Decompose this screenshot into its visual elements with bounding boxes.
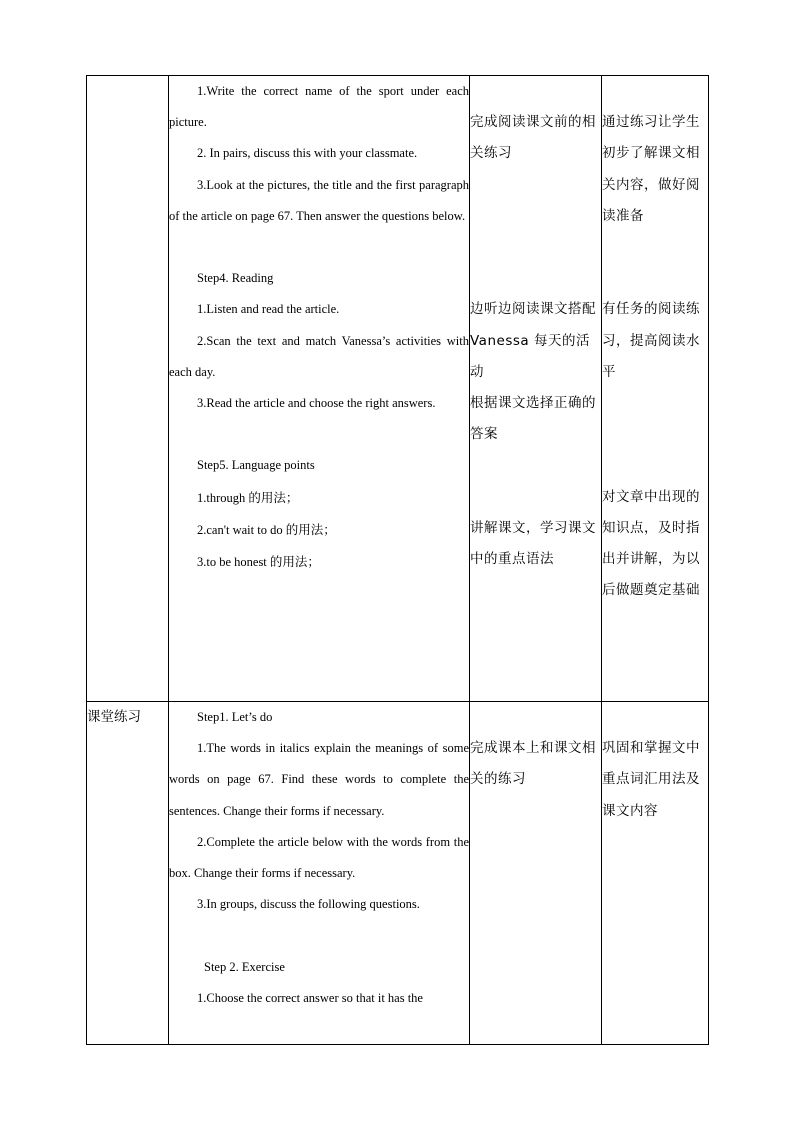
activity-item: 1.through 的用法； [197, 489, 299, 505]
activity-item: 1.Write the correct name of the sport under each picture. [169, 84, 469, 130]
activity-item: 2.Scan the text and match Vanessa’s activities with each day. [169, 333, 469, 379]
teacher-activities-cell [169, 702, 470, 1045]
section-label: 课堂练习 [87, 709, 141, 725]
design-purpose: 巩固和掌握文中重点词汇用法及课文内容 [602, 740, 700, 819]
student-activity: 讲解课文，学习课文中的重点语法 [470, 519, 596, 567]
student-activity: 完成阅读课文前的相关练习 [470, 114, 596, 162]
step-title: Step5. Language points [197, 458, 315, 473]
design-purpose: 通过练习让学生初步了解课文相关内容，做好阅读准备 [602, 114, 700, 224]
activity-item: 3.Look at the pictures, the title and the first paragraph of the article on page 67. Then answer the questions below. [169, 177, 469, 223]
design-purpose-cell [602, 76, 709, 702]
design-purpose-cell [602, 702, 709, 1045]
section-label-cell [87, 702, 169, 1045]
step-title: Step4. Reading [197, 271, 274, 286]
student-activity: 边听边阅读课文搭配 Vanessa 每天的活动 [470, 301, 596, 380]
activity-item: 1.The words in italics explain the meanings of some words on page 67. Find these words to complete the sentences. Change their forms if necessary. [169, 741, 469, 818]
student-activities-cell [470, 76, 602, 702]
activity-item: 3.In groups, discuss the following questions. [197, 897, 420, 912]
table-row [87, 702, 709, 1045]
activity-item: 2.can't wait to do 的用法； [197, 521, 336, 537]
section-label-cell [87, 76, 169, 702]
activity-item: 2. In pairs, discuss this with your classmate. [197, 146, 418, 161]
activity-item: 1.Choose the correct answer so that it has the [197, 990, 423, 1005]
student-activities-cell [470, 702, 602, 1045]
student-activity: 根据课文选择正确的答案 [470, 395, 596, 443]
table-row [87, 76, 709, 702]
activity-item: 2.Complete the article below with the words from the box. Change their forms if necessary. [169, 834, 469, 881]
activity-item: 1.Listen and read the article. [197, 302, 340, 317]
teacher-activities-cell [169, 76, 470, 702]
design-purpose: 有任务的阅读练习，提高阅读水平 [602, 301, 700, 380]
step-title: Step 2. Exercise [204, 959, 285, 974]
lesson-plan-table [86, 75, 709, 1045]
activity-item: 3.to be honest 的用法； [197, 554, 320, 570]
step-title: Step1. Let’s do [197, 710, 273, 724]
activity-item: 3.Read the article and choose the right answers. [197, 396, 436, 411]
design-purpose: 对文章中出现的知识点，及时指出并讲解，为以后做题奠定基础 [602, 488, 700, 599]
student-activity: 完成课本上和课文相关的练习 [470, 740, 596, 788]
